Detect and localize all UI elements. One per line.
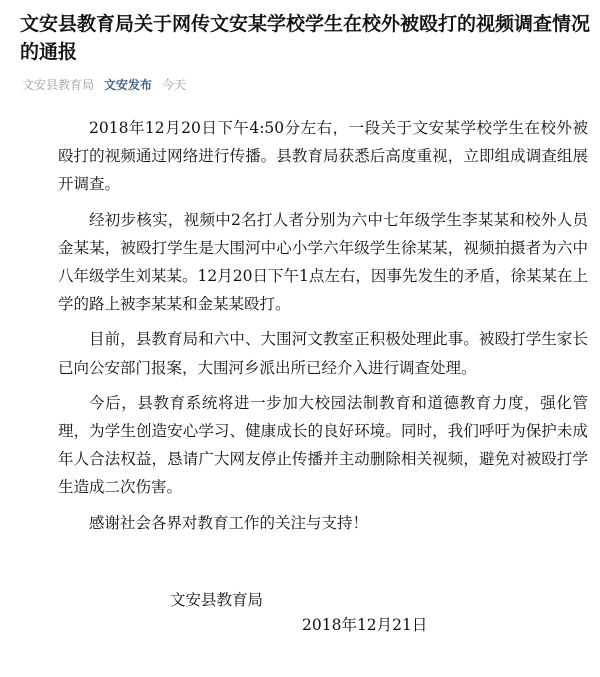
- author-name[interactable]: 文安县教育局: [22, 78, 95, 92]
- signature-date: 2018年12月21日: [302, 616, 428, 634]
- article-body: [58, 114, 588, 544]
- paragraph-thanks: 感谢社会各界对教育工作的关注与支持！: [89, 513, 369, 532]
- source-link[interactable]: 文安发布: [104, 78, 153, 92]
- paragraph-current-status: 目前，县教育局和六中、大围河文教室正积极处理此事。被殴打学生家长已向公安部门报案，大围河乡派出所已经介入进行调查处理。: [58, 330, 588, 377]
- paragraph-future-measures: 今后，县教育系统将进一步加大校园法制教育和道德教育力度，强化管理，为学生创造安心学习、健康成长的良好环境。同时，我们呼吁为保护未成年人合法权益，恳请广大网友停止传播并主动删除相关视频，避免对被殴打学生造成二次伤害。: [58, 393, 588, 497]
- article-meta: [22, 76, 186, 93]
- publish-time: 今天: [162, 78, 187, 92]
- article-title: 文安县教育局关于网传文安某学校学生在校外被殴打的视频调查情况的通报: [20, 13, 591, 63]
- paragraph-findings: 经初步核实，视频中2名打人者分别为六中七年级学生李某某和校外人员金某某，被殴打学生是大围河中心小学六年级学生徐某某，视频拍摄者为六中八年级学生刘某某。12月20日下午1点左右，因事先发生的矛盾，徐某某在上学的路上被李某某和金某某殴打。: [58, 210, 588, 314]
- signature-organization: 文安县教育局: [170, 591, 264, 609]
- paragraph-incident: 2018年12月20日下午4:50分左右，一段关于文安某学校学生在校外被殴打的视频通过网络进行传播。县教育局获悉后高度重视，立即组成调查组展开调查。: [58, 119, 588, 194]
